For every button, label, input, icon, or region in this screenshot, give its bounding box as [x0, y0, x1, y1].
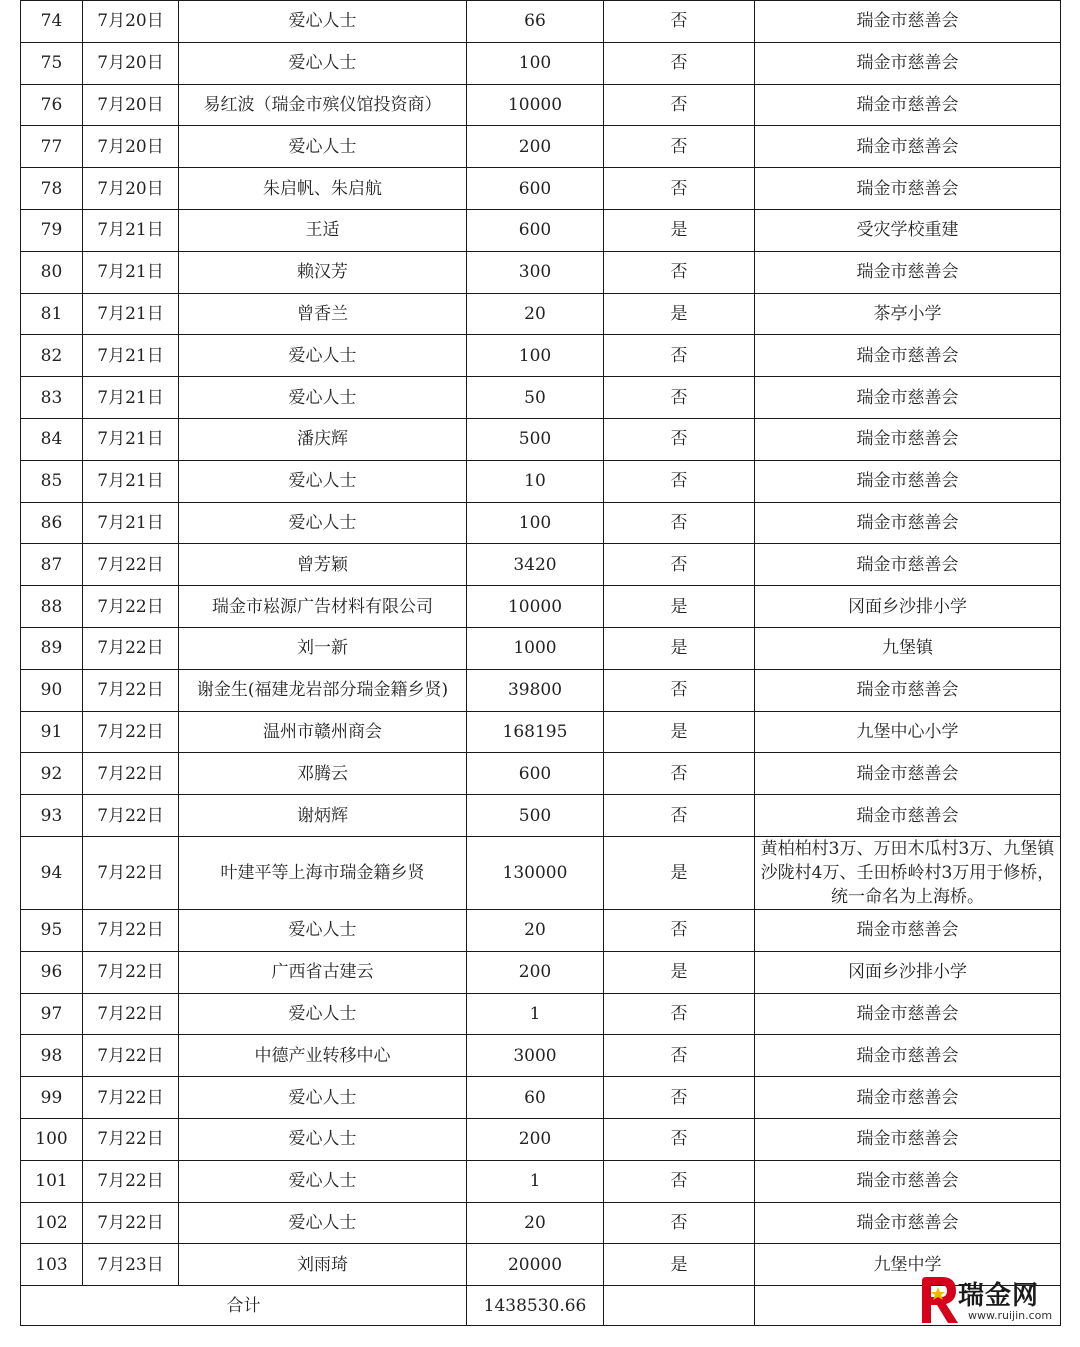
- cell-designated: 否: [604, 544, 755, 586]
- table-row: [21, 418, 1061, 460]
- cell-designated: 否: [604, 753, 755, 795]
- cell-recipient: 冈面乡沙排小学: [755, 586, 1061, 628]
- table-row: [21, 126, 1061, 168]
- cell-recipient: 瑞金市慈善会: [755, 993, 1061, 1035]
- cell-designated: 是: [604, 836, 755, 909]
- cell-recipient: 瑞金市慈善会: [755, 1, 1061, 43]
- cell-date: 7月22日: [83, 836, 179, 909]
- cell-designated: 否: [604, 1202, 755, 1244]
- cell-index: 78: [21, 168, 83, 210]
- table-row: [21, 1244, 1061, 1286]
- cell-recipient: 冈面乡沙排小学: [755, 951, 1061, 993]
- cell-amount: 1000: [467, 627, 604, 669]
- cell-designated: 否: [604, 168, 755, 210]
- table-row: [21, 1035, 1061, 1077]
- cell-amount: 500: [467, 418, 604, 460]
- table-row: [21, 335, 1061, 377]
- cell-recipient: 瑞金市慈善会: [755, 42, 1061, 84]
- cell-date: 7月20日: [83, 84, 179, 126]
- cell-index: 99: [21, 1077, 83, 1119]
- cell-designated: 否: [604, 909, 755, 951]
- cell-date: 7月21日: [83, 460, 179, 502]
- cell-index: 79: [21, 209, 83, 251]
- cell-index: 90: [21, 669, 83, 711]
- cell-index: 101: [21, 1160, 83, 1202]
- cell-index: 100: [21, 1118, 83, 1160]
- cell-amount: 3420: [467, 544, 604, 586]
- cell-donor: 爱心人士: [179, 1, 467, 43]
- cell-donor: 爱心人士: [179, 1077, 467, 1119]
- cell-donor: 温州市赣州商会: [179, 711, 467, 753]
- cell-donor: 爱心人士: [179, 1202, 467, 1244]
- cell-amount: 20000: [467, 1244, 604, 1286]
- cell-recipient: 瑞金市慈善会: [755, 502, 1061, 544]
- cell-donor: 爱心人士: [179, 377, 467, 419]
- cell-amount: 168195: [467, 711, 604, 753]
- cell-recipient: 九堡中心小学: [755, 711, 1061, 753]
- cell-amount: 200: [467, 126, 604, 168]
- table-row: [21, 1118, 1061, 1160]
- cell-index: 81: [21, 293, 83, 335]
- cell-index: 83: [21, 377, 83, 419]
- cell-designated: 是: [604, 951, 755, 993]
- cell-index: 93: [21, 795, 83, 837]
- cell-donor: 广西省古建云: [179, 951, 467, 993]
- cell-designated: 否: [604, 993, 755, 1035]
- cell-designated: 是: [604, 711, 755, 753]
- cell-amount: 100: [467, 42, 604, 84]
- cell-date: 7月23日: [83, 1244, 179, 1286]
- watermark-site-url: www.ruijin.com: [968, 1309, 1053, 1322]
- cell-donor: 赖汉芳: [179, 251, 467, 293]
- cell-donor: 中德产业转移中心: [179, 1035, 467, 1077]
- cell-date: 7月21日: [83, 209, 179, 251]
- cell-amount: 100: [467, 335, 604, 377]
- cell-date: 7月22日: [83, 627, 179, 669]
- cell-recipient: 瑞金市慈善会: [755, 168, 1061, 210]
- cell-amount: 20: [467, 1202, 604, 1244]
- cell-index: 94: [21, 836, 83, 909]
- cell-date: 7月20日: [83, 168, 179, 210]
- cell-index: 103: [21, 1244, 83, 1286]
- cell-date: 7月22日: [83, 1160, 179, 1202]
- cell-date: 7月22日: [83, 544, 179, 586]
- cell-donor: 爱心人士: [179, 1118, 467, 1160]
- cell-donor: 潘庆辉: [179, 418, 467, 460]
- cell-donor: 王适: [179, 209, 467, 251]
- cell-date: 7月22日: [83, 753, 179, 795]
- cell-date: 7月22日: [83, 951, 179, 993]
- cell-recipient: 瑞金市慈善会: [755, 418, 1061, 460]
- cell-date: 7月22日: [83, 711, 179, 753]
- cell-recipient: 瑞金市慈善会: [755, 1077, 1061, 1119]
- cell-date: 7月21日: [83, 418, 179, 460]
- cell-donor: 爱心人士: [179, 335, 467, 377]
- cell-index: 74: [21, 1, 83, 43]
- cell-donor: 爱心人士: [179, 909, 467, 951]
- cell-date: 7月20日: [83, 126, 179, 168]
- cell-recipient: 瑞金市慈善会: [755, 1035, 1061, 1077]
- table-row: [21, 460, 1061, 502]
- cell-designated: 是: [604, 293, 755, 335]
- cell-recipient: 瑞金市慈善会: [755, 460, 1061, 502]
- cell-donor: 爱心人士: [179, 993, 467, 1035]
- cell-designated: 否: [604, 42, 755, 84]
- table-row: [21, 1160, 1061, 1202]
- cell-recipient: 瑞金市慈善会: [755, 377, 1061, 419]
- total-amount: 1438530.66: [467, 1286, 604, 1326]
- cell-index: 91: [21, 711, 83, 753]
- cell-index: 102: [21, 1202, 83, 1244]
- cell-recipient: 受灾学校重建: [755, 209, 1061, 251]
- cell-designated: 否: [604, 84, 755, 126]
- cell-amount: 200: [467, 951, 604, 993]
- cell-amount: 300: [467, 251, 604, 293]
- cell-amount: 20: [467, 293, 604, 335]
- total-row: [21, 1286, 1061, 1326]
- ruijin-watermark-logo: [912, 1273, 1062, 1329]
- cell-date: 7月22日: [83, 993, 179, 1035]
- cell-amount: 20: [467, 909, 604, 951]
- table-row: [21, 84, 1061, 126]
- cell-recipient: 瑞金市慈善会: [755, 251, 1061, 293]
- cell-index: 80: [21, 251, 83, 293]
- cell-designated: 是: [604, 209, 755, 251]
- cell-index: 85: [21, 460, 83, 502]
- table-row: [21, 627, 1061, 669]
- cell-designated: 否: [604, 669, 755, 711]
- cell-designated: 否: [604, 251, 755, 293]
- cell-donor: 曾芳颖: [179, 544, 467, 586]
- cell-designated: 否: [604, 126, 755, 168]
- cell-index: 88: [21, 586, 83, 628]
- table-row: [21, 42, 1061, 84]
- table-row: [21, 377, 1061, 419]
- cell-donor: 叶建平等上海市瑞金籍乡贤: [179, 836, 467, 909]
- cell-donor: 谢炳辉: [179, 795, 467, 837]
- cell-donor: 谢金生(福建龙岩部分瑞金籍乡贤): [179, 669, 467, 711]
- cell-date: 7月22日: [83, 1118, 179, 1160]
- cell-donor: 瑞金市崧源广告材料有限公司: [179, 586, 467, 628]
- watermark-site-name: 瑞金网: [958, 1281, 1040, 1311]
- cell-recipient: 瑞金市慈善会: [755, 335, 1061, 377]
- table-row: [21, 544, 1061, 586]
- cell-date: 7月22日: [83, 1202, 179, 1244]
- cell-amount: 39800: [467, 669, 604, 711]
- table-row: [21, 711, 1061, 753]
- table-row: [21, 168, 1061, 210]
- cell-recipient: 茶亭小学: [755, 293, 1061, 335]
- cell-date: 7月22日: [83, 1035, 179, 1077]
- table-row: [21, 209, 1061, 251]
- cell-amount: 100: [467, 502, 604, 544]
- cell-index: 97: [21, 993, 83, 1035]
- cell-index: 96: [21, 951, 83, 993]
- cell-designated: 否: [604, 795, 755, 837]
- cell-index: 76: [21, 84, 83, 126]
- cell-amount: 600: [467, 168, 604, 210]
- cell-designated: 否: [604, 418, 755, 460]
- cell-recipient: 瑞金市慈善会: [755, 1118, 1061, 1160]
- cell-designated: 否: [604, 335, 755, 377]
- cell-designated: 是: [604, 586, 755, 628]
- cell-donor: 刘雨琦: [179, 1244, 467, 1286]
- table-row: [21, 251, 1061, 293]
- cell-designated: 否: [604, 1160, 755, 1202]
- cell-amount: 1: [467, 1160, 604, 1202]
- table-row: [21, 1202, 1061, 1244]
- donation-table: [20, 0, 1061, 1326]
- cell-recipient: 瑞金市慈善会: [755, 1202, 1061, 1244]
- cell-designated: 否: [604, 502, 755, 544]
- cell-date: 7月20日: [83, 1, 179, 43]
- cell-index: 82: [21, 335, 83, 377]
- cell-date: 7月22日: [83, 669, 179, 711]
- cell-date: 7月21日: [83, 502, 179, 544]
- cell-recipient: 瑞金市慈善会: [755, 795, 1061, 837]
- cell-index: 86: [21, 502, 83, 544]
- cell-donor: 爱心人士: [179, 502, 467, 544]
- cell-date: 7月22日: [83, 795, 179, 837]
- cell-recipient: 瑞金市慈善会: [755, 909, 1061, 951]
- table-row: [21, 502, 1061, 544]
- cell-index: 95: [21, 909, 83, 951]
- cell-date: 7月20日: [83, 42, 179, 84]
- cell-amount: 60: [467, 1077, 604, 1119]
- cell-date: 7月21日: [83, 293, 179, 335]
- cell-amount: 10: [467, 460, 604, 502]
- table-row: [21, 951, 1061, 993]
- cell-donor: 爱心人士: [179, 42, 467, 84]
- table-row: [21, 795, 1061, 837]
- total-label: 合计: [21, 1286, 467, 1326]
- cell-recipient: 九堡中学: [755, 1244, 1061, 1286]
- cell-designated: 是: [604, 1244, 755, 1286]
- cell-amount: 600: [467, 753, 604, 795]
- cell-amount: 3000: [467, 1035, 604, 1077]
- cell-designated: 否: [604, 377, 755, 419]
- cell-index: 84: [21, 418, 83, 460]
- table-row: [21, 1, 1061, 43]
- cell-index: 89: [21, 627, 83, 669]
- table-row: [21, 909, 1061, 951]
- cell-recipient: 瑞金市慈善会: [755, 1160, 1061, 1202]
- cell-designated: 是: [604, 627, 755, 669]
- table-row: [21, 669, 1061, 711]
- cell-date: 7月22日: [83, 586, 179, 628]
- cell-amount: 600: [467, 209, 604, 251]
- cell-index: 75: [21, 42, 83, 84]
- cell-designated: 否: [604, 1035, 755, 1077]
- cell-index: 77: [21, 126, 83, 168]
- table-row: [21, 993, 1061, 1035]
- cell-amount: 10000: [467, 84, 604, 126]
- donation-table-body: [21, 1, 1061, 1326]
- total-empty-cell: [604, 1286, 755, 1326]
- cell-amount: 130000: [467, 836, 604, 909]
- cell-date: 7月21日: [83, 251, 179, 293]
- cell-date: 7月21日: [83, 335, 179, 377]
- cell-designated: 否: [604, 1118, 755, 1160]
- cell-recipient: 黄柏柏村3万、万田木瓜村3万、九堡镇沙陇村4万、壬田桥岭村3万用于修桥，统一命名为上海桥。: [755, 836, 1061, 909]
- cell-donor: 爱心人士: [179, 126, 467, 168]
- cell-date: 7月22日: [83, 909, 179, 951]
- cell-donor: 刘一新: [179, 627, 467, 669]
- cell-amount: 200: [467, 1118, 604, 1160]
- cell-donor: 易红波（瑞金市殡仪馆投资商）: [179, 84, 467, 126]
- cell-amount: 66: [467, 1, 604, 43]
- table-row: [21, 586, 1061, 628]
- cell-index: 98: [21, 1035, 83, 1077]
- cell-recipient: 瑞金市慈善会: [755, 753, 1061, 795]
- cell-recipient: 瑞金市慈善会: [755, 669, 1061, 711]
- cell-donor: 爱心人士: [179, 1160, 467, 1202]
- cell-designated: 否: [604, 460, 755, 502]
- table-row: [21, 293, 1061, 335]
- table-row: [21, 836, 1061, 909]
- cell-donor: 曾香兰: [179, 293, 467, 335]
- cell-donor: 邓腾云: [179, 753, 467, 795]
- cell-date: 7月21日: [83, 377, 179, 419]
- cell-amount: 10000: [467, 586, 604, 628]
- cell-index: 92: [21, 753, 83, 795]
- cell-recipient: 瑞金市慈善会: [755, 84, 1061, 126]
- cell-designated: 否: [604, 1, 755, 43]
- cell-amount: 1: [467, 993, 604, 1035]
- cell-amount: 500: [467, 795, 604, 837]
- cell-amount: 50: [467, 377, 604, 419]
- cell-recipient: 瑞金市慈善会: [755, 544, 1061, 586]
- cell-donor: 朱启帆、朱启航: [179, 168, 467, 210]
- table-row: [21, 753, 1061, 795]
- donation-table-container: [20, 0, 1060, 1326]
- cell-donor: 爱心人士: [179, 460, 467, 502]
- cell-recipient: 瑞金市慈善会: [755, 126, 1061, 168]
- cell-date: 7月22日: [83, 1077, 179, 1119]
- cell-index: 87: [21, 544, 83, 586]
- cell-designated: 否: [604, 1077, 755, 1119]
- cell-recipient: 九堡镇: [755, 627, 1061, 669]
- table-row: [21, 1077, 1061, 1119]
